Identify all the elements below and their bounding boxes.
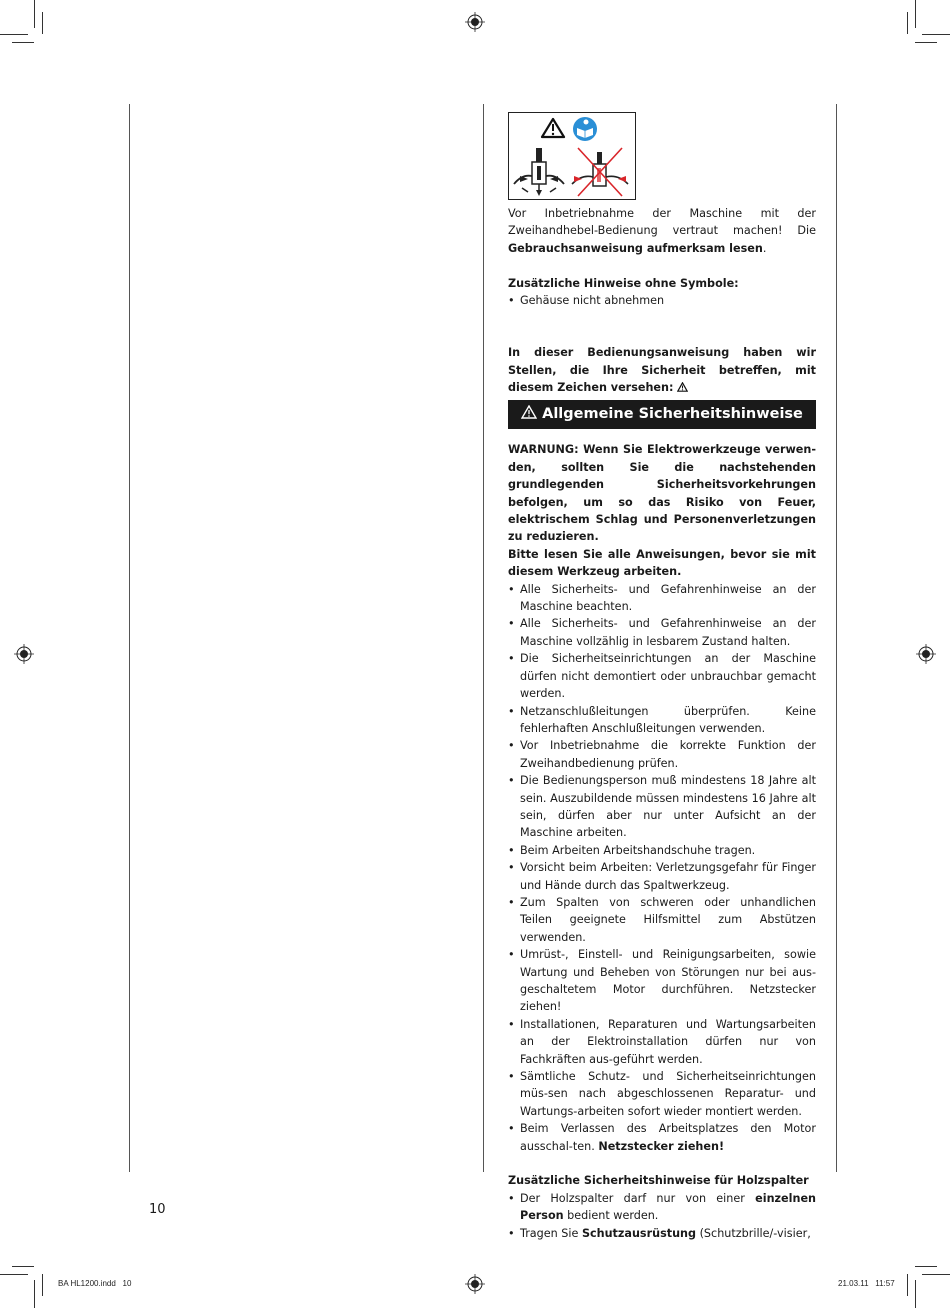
intro-paragraph: Vor Inbetriebnahme der Maschine mit der Zweihandhebel-Bedienung vertraut machen! Die Gebrauchsanweisung aufmerksam lesen. — [508, 207, 816, 255]
wood-splitter-heading: Zusätzliche Sicherheitshinweise für Holzspalter — [508, 1174, 809, 1188]
crop-mark — [922, 34, 950, 35]
list-item: • Umrüst-, Einstell- und Reinigungsarbeiten, sowie Wartung und Beheben von Störungen nur bei aus-geschaltetem Motor durchführen. Netzstecker ziehen! — [508, 946, 816, 1016]
read-all-paragraph: Bitte lesen Sie alle Anweisungen, bevor sie mit diesem Werkzeug arbeiten. — [508, 547, 816, 579]
column-rule-right — [836, 104, 837, 1172]
section-title: Allgemeine Sicherheitshinweise — [542, 406, 803, 423]
read-manual-icon — [573, 117, 597, 141]
slug-timestamp: 21.03.11 11:57 — [838, 1279, 895, 1288]
list-item: • Vorsicht beim Arbeiten: Verletzungsgefahr für Finger und Hände durch das Spaltwerkzeug. — [508, 859, 816, 894]
crop-mark — [34, 1280, 35, 1308]
crop-mark — [915, 1280, 916, 1308]
crop-mark — [12, 42, 34, 43]
general-safety-list — [508, 581, 816, 1155]
crop-mark — [34, 0, 35, 28]
crop-mark — [42, 12, 43, 34]
list-item: • Zum Spalten von schweren oder unhandlichen Teilen geeignete Hilfsmittel zum Abstützen verwenden. — [508, 894, 816, 946]
column-rule-middle — [483, 104, 484, 1172]
registration-mark — [465, 1274, 485, 1294]
column-rule-left — [129, 104, 130, 1172]
registration-mark — [916, 644, 936, 664]
crop-mark — [0, 1274, 28, 1275]
wood-splitter-list — [508, 1190, 816, 1242]
crop-mark — [12, 1266, 34, 1267]
list-item: • Netzanschlußleitungen überprüfen. Keine fehlerhaften Anschlußleitungen verwenden. — [508, 703, 816, 738]
slug-file-name: BA HL1200.indd 10 — [58, 1279, 132, 1288]
list-item: • Beim Verlassen des Arbeitsplatzes den Motor ausschal-ten. Netzstecker ziehen! — [508, 1120, 816, 1155]
crop-mark — [915, 42, 937, 43]
list-item: • Alle Sicherheits- und Gefahrenhinweise an der Maschine beachten. — [508, 581, 816, 616]
list-item: • Die Sicherheitseinrichtungen an der Maschine dürfen nicht demontiert oder unbrauchbar gemacht werden. — [508, 650, 816, 702]
list-item: • Der Holzspalter darf nur von einer einzelnen Person bedient werden. — [508, 1190, 816, 1225]
safety-pictogram — [508, 112, 636, 200]
extra-notes-heading: Zusätzliche Hinweise ohne Symbole: — [508, 276, 739, 290]
list-item: • Sämtliche Schutz- und Sicherheitseinrichtungen müs-sen nach abgeschlossenen Reparatur- und Wartungs-arbeiten sofort wieder montiert werden. — [508, 1068, 816, 1120]
crop-mark — [907, 12, 908, 34]
crop-mark — [42, 1274, 43, 1296]
warning-triangle-icon — [677, 382, 688, 392]
warning-triangle-icon — [521, 405, 537, 419]
list-item: • Gehäuse nicht abnehmen — [508, 292, 816, 309]
symbol-note: In dieser Bedienungsanweisung haben wir Stellen, die Ihre Sicherheit betreffen, mit diesem Zeichen versehen: — [508, 346, 816, 395]
registration-mark — [14, 644, 34, 664]
list-item: • Alle Sicherheits- und Gefahrenhinweise an der Maschine vollzählig in lesbarem Zustand halten. — [508, 615, 816, 650]
page-number: 10 — [149, 1202, 166, 1217]
crop-mark — [907, 1274, 908, 1296]
list-item: • Beim Arbeiten Arbeitshandschuhe tragen. — [508, 842, 816, 859]
extra-notes-list — [508, 292, 816, 309]
registration-mark — [465, 12, 485, 32]
crop-mark — [922, 1274, 950, 1275]
list-item: • Die Bedienungsperson muß mindestens 18 Jahre alt sein. Auszubildende müssen mindestens 16 Jahre alt sein, dürfen aber nur unter Aufsicht an der Maschine arbeiten. — [508, 772, 816, 842]
safety-text-column — [508, 205, 816, 1242]
crop-mark — [915, 1266, 937, 1267]
warning-paragraph: WARNUNG: Wenn Sie Elektrowerkzeuge verwen-den, sollten Sie die nachstehenden grundlegenden Sicherheitsvorkehrungen befolgen, um so das Risiko von Feuer, elektrischem Schlag und Personenverletzungen zu reduzieren. — [508, 443, 816, 544]
section-banner — [508, 400, 816, 429]
crop-mark — [915, 0, 916, 28]
list-item: • Installationen, Reparaturen und Wartungsarbeiten an der Elektroinstallation dürfen nur von Fachkräften aus-geführt werden. — [508, 1016, 816, 1068]
list-item: • Tragen Sie Schutzausrüstung (Schutzbrille/-visier, — [508, 1225, 816, 1242]
crop-mark — [0, 34, 28, 35]
list-item: • Vor Inbetriebnahme die korrekte Funktion der Zweihandbedienung prüfen. — [508, 737, 816, 772]
